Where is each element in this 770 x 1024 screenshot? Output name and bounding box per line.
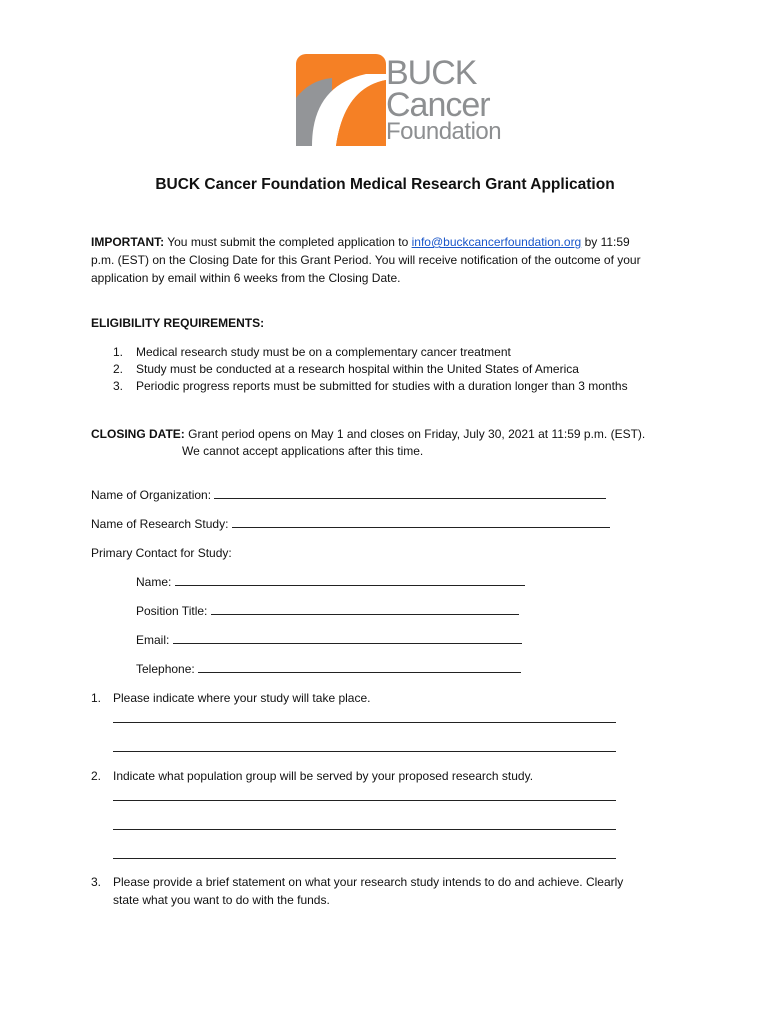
question-number: 2. [91, 769, 102, 783]
organization-label: Name of Organization: [91, 488, 212, 502]
eligibility-item-text: Medical research study must be on a complementary cancer treatment [136, 345, 511, 359]
research-study-label: Name of Research Study: [91, 517, 229, 531]
important-line-3: application by email within 6 weeks from the Closing Date. [91, 271, 401, 285]
telephone-label: Telephone: [136, 662, 195, 676]
closing-date-text: Grant period opens on May 1 and closes on Friday, July 30, 2021 at 11:59 p.m. (EST). [188, 427, 646, 441]
question-number: 1. [91, 691, 102, 705]
important-label: IMPORTANT: [91, 235, 165, 249]
contact-email-field [136, 631, 522, 649]
important-text-1b: by 11:59 [584, 235, 630, 249]
position-title-field [136, 602, 519, 620]
question-1-answer-line[interactable] [113, 751, 616, 752]
contact-email-input-line[interactable] [173, 631, 522, 644]
closing-date-line-1 [91, 425, 645, 443]
question-2-answer-line[interactable] [113, 829, 616, 830]
logo-line-buck: BUCK [386, 54, 477, 92]
eligibility-item-number: 1. [113, 345, 124, 359]
question-3-text-line-2: state what you want to do with the funds. [113, 893, 330, 907]
contact-name-field [136, 573, 525, 591]
document-title: BUCK Cancer Foundation Medical Research Grant Application [155, 176, 615, 193]
eligibility-item-text: Periodic progress reports must be submitted for studies with a duration longer than 3 months [136, 379, 628, 393]
organization-input-line[interactable] [214, 486, 606, 499]
question-number: 3. [91, 875, 102, 889]
closing-date-label: CLOSING DATE: [91, 427, 185, 441]
question-1-text: Please indicate where your study will take place. [113, 691, 371, 705]
contact-name-input-line[interactable] [175, 573, 525, 586]
important-line-2: p.m. (EST) on the Closing Date for this Grant Period. You will receive notification of the outcome of your [91, 253, 641, 267]
important-line-1 [91, 233, 630, 251]
eligibility-item-number: 3. [113, 379, 124, 393]
email-link[interactable]: info@buckcancerfoundation.org [411, 235, 582, 249]
logo-line-cancer: Cancer [386, 86, 490, 124]
research-study-input-line[interactable] [232, 515, 610, 528]
question-2-text: Indicate what population group will be served by your proposed research study. [113, 769, 534, 783]
contact-email-label: Email: [136, 633, 170, 647]
eligibility-item-text: Study must be conducted at a research hospital within the United States of America [136, 362, 579, 376]
eligibility-item-number: 2. [113, 362, 124, 376]
contact-name-label: Name: [136, 575, 172, 589]
telephone-field [136, 660, 521, 678]
buck-logo [296, 54, 502, 146]
eligibility-heading: ELIGIBILITY REQUIREMENTS: [91, 316, 265, 330]
telephone-input-line[interactable] [198, 660, 521, 673]
organization-field [91, 486, 606, 504]
question-3-text-line-1: Please provide a brief statement on what your research study intends to do and achieve. Clearly [113, 875, 624, 889]
position-title-input-line[interactable] [211, 602, 519, 615]
important-text-1: You must submit the completed application to [167, 235, 409, 249]
research-study-field [91, 515, 610, 533]
question-2-answer-line[interactable] [113, 858, 616, 859]
question-2-answer-line[interactable] [113, 800, 616, 801]
question-1-answer-line[interactable] [113, 722, 616, 723]
primary-contact-label: Primary Contact for Study: [91, 546, 232, 560]
closing-date-line-2: We cannot accept applications after this time. [182, 444, 424, 458]
buck-logo-mark-icon [296, 54, 386, 146]
logo-line-foundation: Foundation [386, 118, 502, 145]
position-title-label: Position Title: [136, 604, 208, 618]
